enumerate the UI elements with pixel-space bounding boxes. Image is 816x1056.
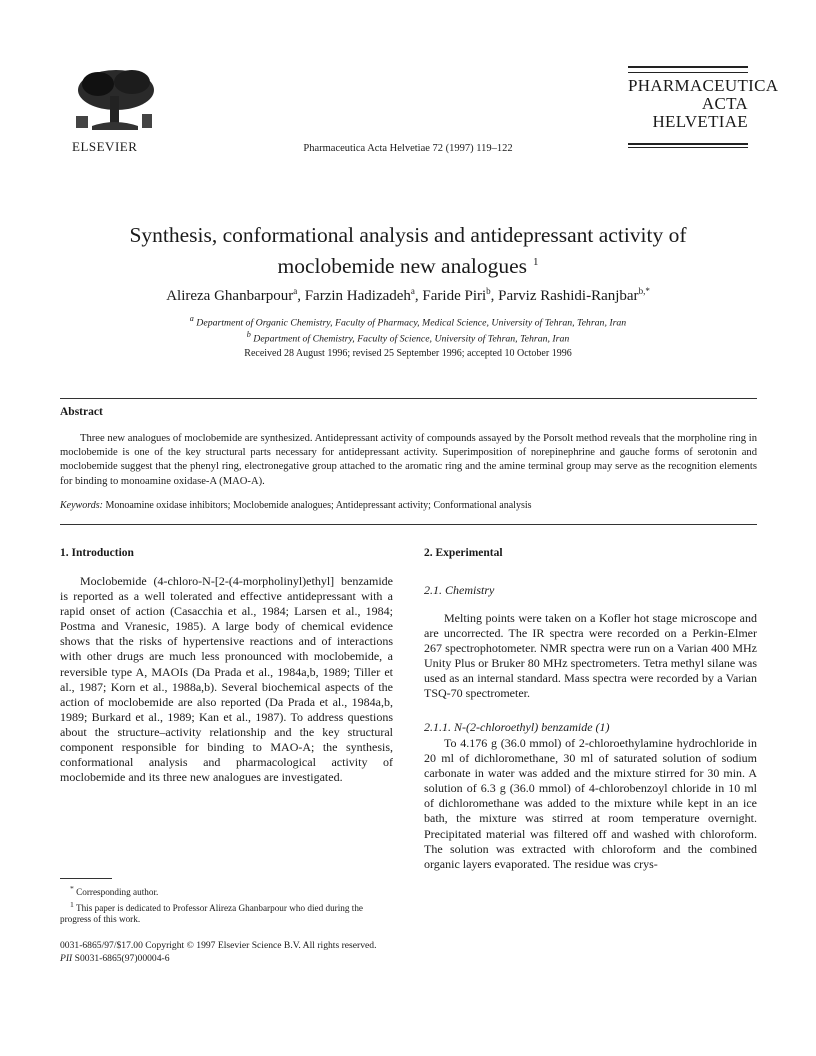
author-affil-marker: a bbox=[410, 286, 415, 296]
keywords-label: Keywords: bbox=[60, 500, 103, 511]
received-dates: Received 28 August 1996; revised 25 September 1996; accepted 10 October 1996 bbox=[244, 348, 572, 359]
affiliations bbox=[60, 313, 756, 346]
author: Alireza Ghanbarpour bbox=[166, 288, 294, 304]
subsection-heading-chemistry: 2.1. Chemistry bbox=[424, 583, 495, 597]
abstract-heading: Abstract bbox=[60, 406, 103, 418]
journal-masthead bbox=[628, 66, 779, 150]
masthead-rule bbox=[628, 143, 748, 145]
title-footnote-marker: 1 bbox=[533, 256, 539, 268]
copyright-footer bbox=[60, 940, 376, 965]
section-heading-experimental: 2. Experimental bbox=[424, 547, 503, 559]
affiliation: $^a$ Department of Organic Chemistry, Faculty of Pharmacy, Medical Science, University of Tehran, Tehran, Iran bbox=[189, 314, 627, 329]
abstract-text: Three new analogues of moclobemide are synthesized. Antidepressant activity of compounds assayed by the Porsolt method reveals that the morpholine ring in moclobemide is one of the key structural parts necessary for antidepressant activity. Superimposition of norepinephrine and gauche forms of serotonin and moclobemide suggest that the phenyl ring, electronegative group attached to the aromatic ring and the amine terminal group may serve as the recognition elements for binding to monoamine oxidase-A (MAO-A). bbox=[60, 433, 757, 487]
footnote-rule bbox=[60, 878, 112, 879]
footnote: * Corresponding author. bbox=[70, 884, 159, 898]
footnote: $^1$ This paper is dedicated to Professor Alireza Ghanbarpour who died during the progress of this work. bbox=[60, 899, 363, 925]
introduction-text: Moclobemide (4-chloro-N-[2-(4-morpholinyl)ethyl] benzamide is reported as a well tolerated and effective antidepressant with a rapid onset of action (Casacchia et al., 1984; Larsen et al., 1984; Postma and Vranesic, 1985). A large body of chemical evidence shows that the risks of hypertensive reactions and of interactions with other drugs are much less pronounced with moclobemide, a reversible type A, MAOIs (Da Prada et al., 1984a,b, 1989; Tiller et al., 1987; Korn et al., 1988a,b). Several biochemical aspects of the action of moclobemide are also reported (Da Prada et al., 1984a,b, 1989; Burkard et al., 1989; Kan et al., 1987). To address questions about the structure–activity relationship and the key structural component responsible for binding to MAO-A; the synthesis, conformational analysis and pharmacological activity of moclobemide and its three new analogues are investigated. bbox=[60, 574, 393, 785]
copyright-line: 0031-6865/97/$17.00 Copyright © 1997 Elsevier Science B.V. All rights reserved. bbox=[60, 940, 377, 951]
title-line2: moclobemide new analogues bbox=[277, 254, 528, 279]
journal-title-line1: PHARMACEUTICA bbox=[628, 76, 779, 95]
publisher-name: ELSEVIER bbox=[72, 139, 138, 154]
journal-citation: Pharmaceutica Acta Helvetiae 72 (1997) 119–122 bbox=[303, 143, 513, 154]
synthesis-text: To 4.176 g (36.0 mmol) of 2-chloroethylamine hydrochloride in 20 ml of dichloromethane, 30 ml of saturated solution of sodium carbonate in water was added and the mixture stirred for 30 min. A solution of 6.3 g (36.0 mmol) of 4-chlorobenzoyl chloride in 10 ml of dichloromethane was added to the mixture while kept in an ice bath, the mixture was stirred at room temperature overnight. Precipitated material was filtered off and washed with chloroform. The solution was extracted with chloroform and the combined organic layers evaporated. The residue was crys- bbox=[424, 736, 757, 871]
author: Parviz Rashidi-Ranjbar bbox=[498, 288, 639, 304]
author-affil-marker: b bbox=[486, 286, 491, 296]
pii-line: PII S0031-6865(97)00004-6 bbox=[60, 952, 170, 964]
divider bbox=[60, 524, 757, 525]
journal-title-line2: ACTA HELVETIAE bbox=[652, 94, 748, 131]
divider bbox=[60, 398, 757, 399]
author-affil-marker: a bbox=[293, 286, 298, 296]
author-list: Alireza Ghanbarpour$^a$, Farzin Hadizadeh$^a$, Faride Piri$^b$, Parviz Rashidi-Ranjbar$^{b,*}$ bbox=[166, 286, 650, 304]
elsevier-tree-logo bbox=[72, 66, 158, 134]
author-affil-marker: b,* bbox=[638, 286, 650, 296]
author: Farzin Hadizadeh bbox=[304, 288, 411, 304]
article-title bbox=[60, 222, 756, 280]
chemistry-text: Melting points were taken on a Kofler hot stage microscope and are uncorrected. The IR spectra were recorded on a Perkin-Elmer 267 spectrophotometer. NMR spectra were run on a Varian 400 MHz Unity Plus or Bruker 80 MHz spectrometers. Tetra methyl silane was used as an internal standard. Mass spectra were recorded by a Varian TSQ-70 spectrometer. bbox=[424, 611, 757, 701]
masthead-rule bbox=[628, 66, 748, 68]
keywords-text: Monoamine oxidase inhibitors; Moclobemide analogues; Antidepressant activity; Conformational analysis bbox=[105, 500, 532, 511]
keywords bbox=[60, 500, 757, 511]
section-heading-introduction: 1. Introduction bbox=[60, 547, 134, 559]
author: Faride Piri bbox=[422, 288, 487, 304]
masthead-rule bbox=[628, 147, 748, 148]
subsection-heading-synthesis: 2.1.1. N-(2-chloroethyl) benzamide (1) bbox=[424, 720, 610, 734]
masthead-rule bbox=[628, 72, 748, 73]
title-line1: Synthesis, conformational analysis and antidepressant activity of bbox=[129, 223, 687, 247]
footnotes bbox=[60, 883, 393, 926]
affiliation: $^b$ Department of Chemistry, Faculty of Science, University of Tehran, Tehran, Iran bbox=[246, 330, 570, 345]
